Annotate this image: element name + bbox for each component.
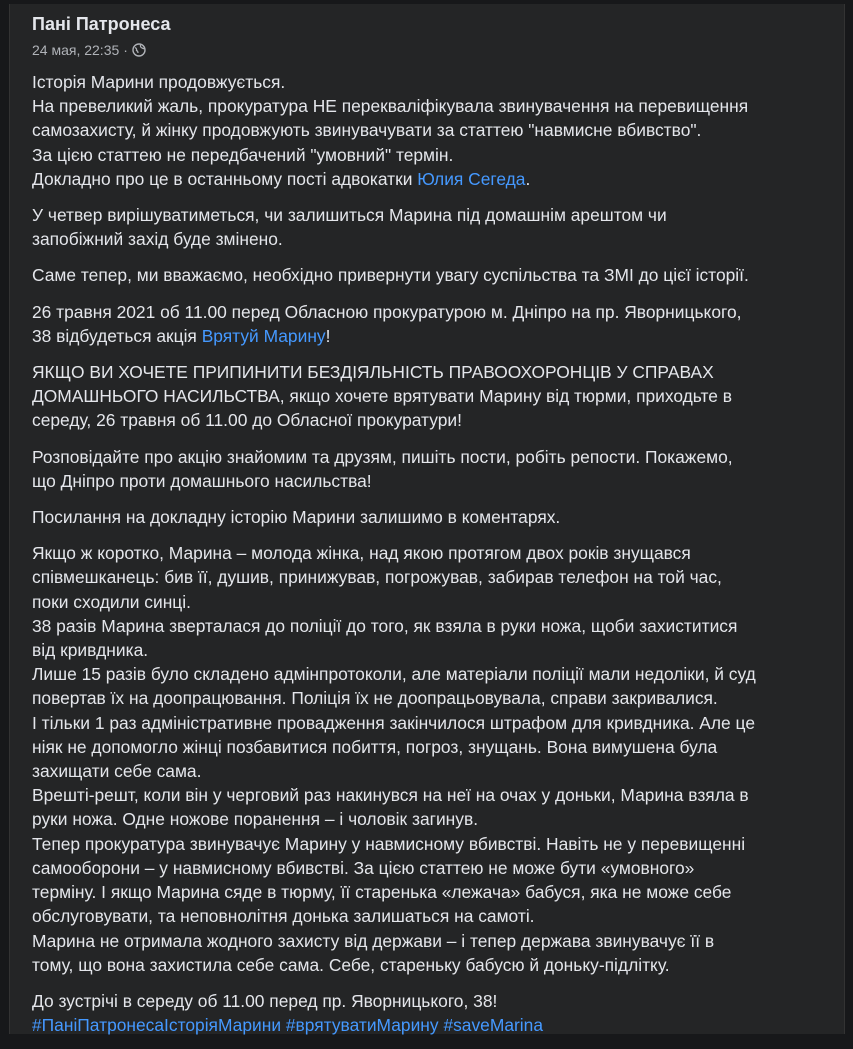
text-fragment: Докладно про це в останньому пості адвокатки [32,168,418,189]
text-line: Врешті-решт, коли він у черговий раз накинувся на неї на очах у доньки, Марина взяла в [32,785,749,806]
text-line: тому, що вона захистила себе сама. Себе, стареньку бабусю й доньку-підлітку. [32,954,670,975]
text-line: Якщо ж коротко, Марина – молода жінка, над якою протягом двох років знущався [32,543,691,564]
text-line: Марина не отримала жодного захисту від держави – і тепер держава звинувачує її в [32,930,715,951]
paragraph-closing [32,989,832,1037]
text-line: Тепер прокуратура звинувачує Марину у навмисному вбивстві. Навіть не у перевищенні [32,833,746,854]
paragraph-comments [32,505,832,529]
text-line: ЯКЩО ВИ ХОЧЕТЕ ПРИПИНИТИ БЕЗДІЯЛЬНІСТЬ ПРАВООХОРОНЦІВ У СПРАВАХ [32,362,714,383]
hashtag-link[interactable]: #saveMarina [443,1015,544,1036]
post-date[interactable]: 24 мая, 22:35 [32,42,120,58]
text-line: Саме тепер, ми вважаємо, необхідно привернути увагу суспільства та ЗМІ до цієї історії. [32,265,749,286]
text-fragment: ! [325,325,331,346]
paragraph-event [32,300,832,348]
post-content [32,70,832,1049]
text-line: Розповідайте про акцію знайомим та друзям, пишіть пости, робіть репости. Покажемо, [32,446,733,467]
text-line: повертав їх на доопрацювання. Поліція їх не доопрацьовувала, справи закривалися. [32,688,718,709]
paragraph-intro [32,70,832,191]
text-line: Посилання на докладну історію Марини залишимо в коментарях. [32,507,561,528]
paragraph-share [32,445,832,493]
post-card [9,4,845,1034]
text-line: У четвер вирішуватиметься, чи залишиться Марина під домашнім арештом чи [32,205,667,226]
post-author[interactable]: Пані Патронеса [32,14,171,34]
event-link[interactable]: Врятуй Марину [201,325,326,346]
text-line: За цією статтею не передбачений "умовний" термін. [32,144,454,165]
globe-icon[interactable] [132,43,146,57]
text-fragment: 38 відбудеться акція [32,325,202,346]
text-line: поки сходили синці. [32,591,191,612]
text-line: що Дніпро проти домашнього насильства! [32,470,372,491]
text-line: співмешканець: бив її, душив, принижував, погрожував, забирав телефон на той час, [32,567,722,588]
paragraph-arrest [32,203,832,251]
paragraph-story [32,541,832,977]
lawyer-profile-link[interactable]: Юлия Сегеда [417,168,526,189]
text-fragment: . [525,168,531,189]
post-meta [32,42,146,58]
hashtag-line [32,1013,832,1037]
text-line: І тільки 1 раз адміністративне провадження закінчилося штрафом для кривдника. Але це [32,712,755,733]
paragraph-attention [32,263,832,287]
text-line [32,324,832,348]
text-line: До зустрічі в середу об 11.00 перед пр. Яворницького, 38! [32,990,498,1011]
meta-separator: · [123,42,128,58]
paragraph-call [32,360,832,433]
text-line: На превеликий жаль, прокуратура НЕ перекваліфікувала звинувачення на перевищення [32,96,749,117]
text-line: від кривдника. [32,640,149,661]
hashtag-link[interactable]: #ПаніПатронесаІсторіяМарини [32,1015,282,1036]
text-line: захищати себе сама. [32,761,202,782]
text-line: руки ножа. Одне ножове поранення – і чоловік загинув. [32,809,479,830]
text-line: ДОМАШНЬОГО НАСИЛЬСТВА, якщо хочете врятувати Марину від тюрми, приходьте в [32,386,733,407]
text-line: терміну. І якщо Марина сяде в тюрму, її старенька «лежача» бабуся, яка не може себе [32,882,732,903]
text-line: 38 разів Марина зверталася до поліції до того, як взяла в руки ножа, щоби захиститися [32,615,738,636]
text-line: самооборони – у навмисному вбивстві. За цією статтею не може бути «умовного» [32,857,695,878]
text-line: ніяк не допомогло жінці позбавитися побиття, погроз, знущань. Вона вимушена була [32,736,718,757]
text-line: обслуговувати, та неповнолітня донька залишаться на самоті. [32,906,535,927]
text-line: середу, 26 травня об 11.00 до Обласної прокуратури! [32,410,462,431]
text-line: самозахисту, й жінку продовжують звинувачувати за статтею "навмисне вбивство". [32,120,702,141]
text-line: 26 травня 2021 об 11.00 перед Обласною прокуратурою м. Дніпро на пр. Яворницького, [32,301,742,322]
hashtag-link[interactable]: #врятуватиМарину [285,1015,439,1036]
text-line [32,167,832,191]
text-line: Історія Марини продовжується. [32,72,286,92]
text-line: запобіжний захід буде змінено. [32,229,283,250]
text-line: Лише 15 разів було складено адмінпротоколи, але матеріали поліції мали недоліки, й суд [32,664,756,685]
